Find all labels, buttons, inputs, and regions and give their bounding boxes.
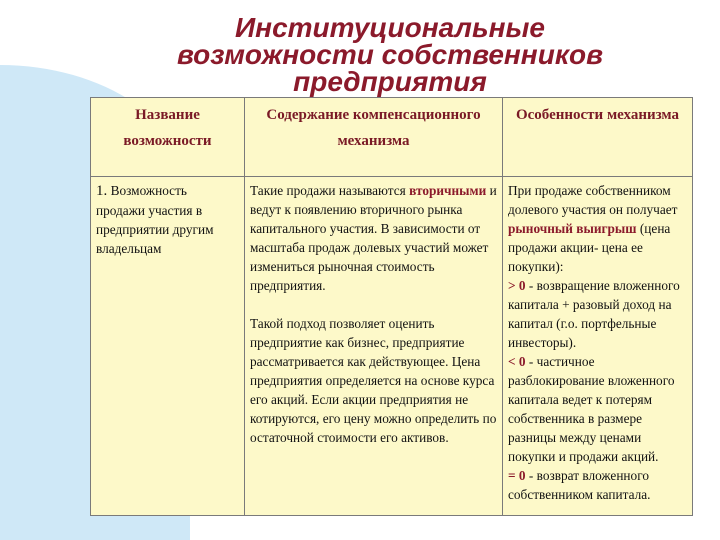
sign: = 0 [508,468,526,483]
text: Возможность [110,183,187,198]
text: Такие продажи называются [250,183,406,198]
text: и ведут к появлению вторичного рынка капитального участия. В зависимости от масштаба продаж долевых участий может измениться рыночная стоимость предприятия. [250,183,497,293]
title-line: Институциональные [235,12,545,43]
header-features: Особенности механизма [503,98,693,177]
highlight: рыночный выигрыш [508,221,637,236]
highlight: вторичными [409,183,487,198]
text: При продаже собственником долевого участия он получает [508,183,678,217]
text: - возврат вложенного собственником капитала. [508,468,651,502]
cell-content [245,177,503,516]
title-line: возможности собственников [176,39,604,70]
cell-name [91,177,245,516]
text: - возвращение вложенного капитала + разовый доход на капитал (г.о. портфельные инвесторы). [508,278,680,350]
slide-title [120,14,660,95]
header-content: Содержание компенсационного механизма [245,98,503,177]
title-line: предприятия [293,66,487,97]
sign: > 0 [508,278,526,293]
header-row [91,98,693,177]
mechanism-table [90,97,693,516]
text: продажи участия в предприятии другим владельцам [96,203,214,256]
text: - частичное разблокирование вложенного капитала ведет к потерям собственника в размере разницы между ценами покупки и продажи акций. [508,354,675,464]
sign: < 0 [508,354,526,369]
row-number: 1. [96,183,108,199]
cell-features [503,177,693,516]
text: Такой подход позволяет оценить предприятие как бизнес, предприятие рассматривается как действующее. Цена предприятия определяется на основе курса его акций. Если акции предприятия не котируются, его цену можно определить по остаточной стоимости его активов. [250,316,497,445]
header-name: Название возможности [91,98,245,177]
text: (цена продажи акции- цена ее покупки): [508,221,671,274]
table-row [91,177,693,516]
